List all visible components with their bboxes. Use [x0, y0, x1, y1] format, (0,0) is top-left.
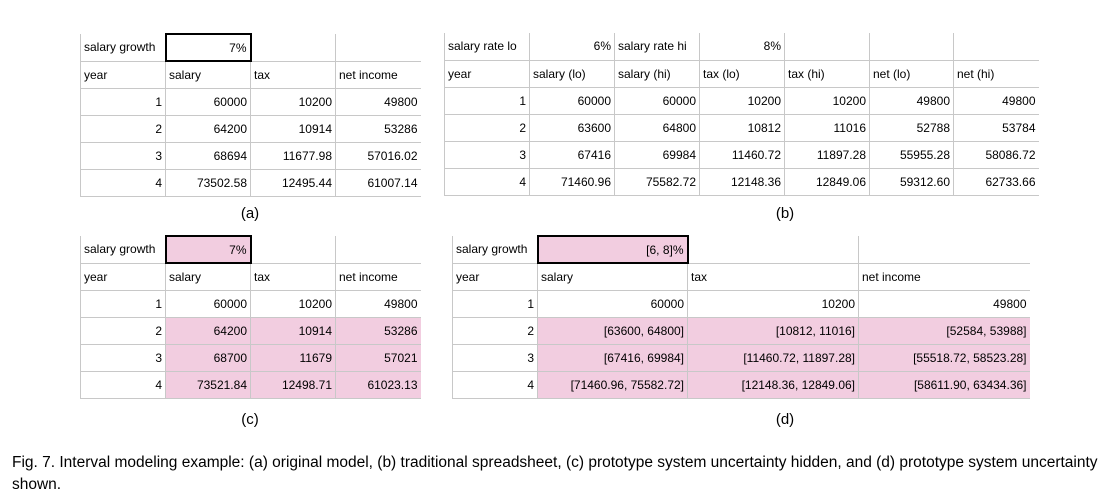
year-cell[interactable]: 2	[81, 115, 166, 142]
header-cell: salary (hi)	[615, 60, 700, 87]
net-income-cell[interactable]: 49800	[336, 290, 421, 317]
tax-lo-cell[interactable]: 11460.72	[700, 141, 785, 168]
table-row	[81, 88, 421, 115]
table-row	[445, 87, 1039, 114]
figure-caption: Fig. 7. Interval modeling example: (a) original model, (b) traditional spreadsheet, (c) prototype system uncertainty hidden, and (d) prototype system uncertainty shown.	[12, 454, 1098, 493]
table-row	[81, 169, 421, 196]
empty-cell[interactable]	[785, 33, 870, 60]
tax-interval-cell[interactable]: [12148.36, 12849.06]	[688, 371, 859, 398]
table-original-model	[80, 33, 421, 197]
tax-cell[interactable]: 10914	[251, 317, 336, 344]
tax-lo-cell[interactable]: 10200	[700, 87, 785, 114]
param-hi-value-cell[interactable]: 8%	[700, 33, 785, 60]
salary-interval-cell[interactable]: [71460.96, 75582.72]	[538, 371, 688, 398]
header-cell: salary	[166, 61, 251, 88]
tax-hi-cell[interactable]: 10200	[785, 87, 870, 114]
table-row	[453, 371, 1030, 398]
header-cell: net income	[336, 61, 421, 88]
param-hi-label: salary rate hi	[615, 33, 700, 60]
net-income-cell[interactable]: 49800	[336, 88, 421, 115]
year-cell[interactable]: 4	[445, 168, 530, 195]
net-lo-cell[interactable]: 52788	[870, 114, 954, 141]
table-row	[445, 141, 1039, 168]
header-cell: net income	[859, 263, 1030, 290]
subfigure-label-b: (b)	[775, 205, 795, 222]
header-row	[81, 61, 421, 88]
tax-cell[interactable]: 10200	[251, 290, 336, 317]
param-label: salary growth	[453, 236, 538, 263]
empty-cell[interactable]	[251, 236, 336, 263]
header-cell: tax	[251, 61, 336, 88]
year-cell[interactable]: 4	[81, 169, 166, 196]
year-cell[interactable]: 2	[81, 317, 166, 344]
param-lo-value-cell[interactable]: 6%	[530, 33, 615, 60]
salary-lo-cell[interactable]: 60000	[530, 87, 615, 114]
net-hi-cell[interactable]: 53784	[954, 114, 1039, 141]
salary-cell[interactable]: 60000	[538, 290, 688, 317]
tax-interval-cell[interactable]: [11460.72, 11897.28]	[688, 344, 859, 371]
tax-hi-cell[interactable]: 12849.06	[785, 168, 870, 195]
year-cell[interactable]: 1	[81, 88, 166, 115]
header-cell: year	[453, 263, 538, 290]
salary-cell[interactable]: 68700	[166, 344, 251, 371]
year-cell[interactable]: 1	[445, 87, 530, 114]
salary-hi-cell[interactable]: 60000	[615, 87, 700, 114]
header-cell: year	[81, 263, 166, 290]
subfigure-label-a: (a)	[240, 205, 260, 222]
param-row	[81, 34, 421, 61]
table-row	[453, 317, 1030, 344]
year-cell[interactable]: 2	[453, 317, 538, 344]
header-cell: year	[445, 60, 530, 87]
year-cell[interactable]: 3	[81, 344, 166, 371]
empty-cell[interactable]	[954, 33, 1039, 60]
header-row	[81, 263, 421, 290]
param-label: salary growth	[81, 34, 166, 61]
year-cell[interactable]: 3	[445, 141, 530, 168]
table-row	[81, 290, 421, 317]
net-income-cell[interactable]: 49800	[859, 290, 1030, 317]
tax-cell[interactable]: 11677.98	[251, 142, 336, 169]
net-hi-cell[interactable]: 49800	[954, 87, 1039, 114]
header-row	[445, 60, 1039, 87]
table-traditional-spreadsheet	[444, 33, 1039, 196]
subfigure-label-c: (c)	[241, 411, 259, 428]
header-cell: tax	[688, 263, 859, 290]
param-label: salary growth	[81, 236, 166, 263]
net-lo-cell[interactable]: 55955.28	[870, 141, 954, 168]
year-cell[interactable]: 3	[453, 344, 538, 371]
net-income-interval-cell[interactable]: [58611.90, 63434.36]	[859, 371, 1030, 398]
year-cell[interactable]: 1	[81, 290, 166, 317]
tax-cell[interactable]: 10200	[688, 290, 859, 317]
header-cell: salary (lo)	[530, 60, 615, 87]
net-income-cell[interactable]: 61023.13	[336, 371, 421, 398]
net-hi-cell[interactable]: 62733.66	[954, 168, 1039, 195]
salary-lo-cell[interactable]: 67416	[530, 141, 615, 168]
param-row	[445, 33, 1039, 60]
salary-lo-cell[interactable]: 63600	[530, 114, 615, 141]
header-cell: net (hi)	[954, 60, 1039, 87]
param-row	[81, 236, 421, 263]
table-row	[453, 344, 1030, 371]
net-hi-cell[interactable]: 58086.72	[954, 141, 1039, 168]
net-lo-cell[interactable]: 59312.60	[870, 168, 954, 195]
salary-hi-cell[interactable]: 69984	[615, 141, 700, 168]
year-cell[interactable]: 4	[453, 371, 538, 398]
header-cell: year	[81, 61, 166, 88]
table-row	[81, 371, 421, 398]
header-cell: salary	[166, 263, 251, 290]
table-row	[81, 142, 421, 169]
header-cell: net (lo)	[870, 60, 954, 87]
table-row	[81, 344, 421, 371]
tax-hi-cell[interactable]: 11016	[785, 114, 870, 141]
table-row	[81, 317, 421, 344]
table-row	[453, 290, 1030, 317]
table-uncertainty-shown	[452, 235, 1030, 399]
tax-lo-cell[interactable]: 10812	[700, 114, 785, 141]
table-row	[81, 115, 421, 142]
tax-hi-cell[interactable]: 11897.28	[785, 141, 870, 168]
salary-cell[interactable]: 64200	[166, 115, 251, 142]
tax-interval-cell[interactable]: [10812, 11016]	[688, 317, 859, 344]
header-cell: tax	[251, 263, 336, 290]
param-value-cell[interactable]: 7%	[166, 236, 251, 263]
tax-lo-cell[interactable]: 12148.36	[700, 168, 785, 195]
subfigure-label-d: (d)	[775, 411, 795, 428]
header-cell: net income	[336, 263, 421, 290]
tax-cell[interactable]: 11679	[251, 344, 336, 371]
salary-hi-cell[interactable]: 64800	[615, 114, 700, 141]
salary-cell[interactable]: 60000	[166, 290, 251, 317]
year-cell[interactable]: 2	[445, 114, 530, 141]
header-cell: tax (hi)	[785, 60, 870, 87]
tax-cell[interactable]: 10200	[251, 88, 336, 115]
header-cell: tax (lo)	[700, 60, 785, 87]
salary-cell[interactable]: 60000	[166, 88, 251, 115]
tax-cell[interactable]: 10914	[251, 115, 336, 142]
salary-cell[interactable]: 73521.84	[166, 371, 251, 398]
net-income-cell[interactable]: 61007.14	[336, 169, 421, 196]
header-cell: salary	[538, 263, 688, 290]
net-income-interval-cell[interactable]: [55518.72, 58523.28]	[859, 344, 1030, 371]
year-cell[interactable]: 3	[81, 142, 166, 169]
table-row	[445, 114, 1039, 141]
salary-interval-cell[interactable]: [63600, 64800]	[538, 317, 688, 344]
empty-cell[interactable]	[251, 34, 336, 61]
salary-cell[interactable]: 73502.58	[166, 169, 251, 196]
param-lo-label: salary rate lo	[445, 33, 530, 60]
header-row	[453, 263, 1030, 290]
tax-cell[interactable]: 12498.71	[251, 371, 336, 398]
year-cell[interactable]: 1	[453, 290, 538, 317]
param-row	[453, 236, 1030, 263]
param-value-cell[interactable]: 7%	[166, 34, 251, 61]
year-cell[interactable]: 4	[81, 371, 166, 398]
table-row	[445, 168, 1039, 195]
param-value-cell[interactable]: [6, 8]%	[538, 236, 688, 263]
salary-cell[interactable]: 64200	[166, 317, 251, 344]
salary-hi-cell[interactable]: 75582.72	[615, 168, 700, 195]
net-income-cell[interactable]: 57016.02	[336, 142, 421, 169]
empty-cell[interactable]	[859, 236, 1030, 263]
salary-cell[interactable]: 68694	[166, 142, 251, 169]
empty-cell[interactable]	[688, 236, 859, 263]
net-income-cell[interactable]: 57021	[336, 344, 421, 371]
salary-lo-cell[interactable]: 71460.96	[530, 168, 615, 195]
net-income-interval-cell[interactable]: [52584, 53988]	[859, 317, 1030, 344]
table-uncertainty-hidden	[80, 235, 421, 399]
empty-cell[interactable]	[870, 33, 954, 60]
net-income-cell[interactable]: 53286	[336, 115, 421, 142]
net-income-cell[interactable]: 53286	[336, 317, 421, 344]
salary-interval-cell[interactable]: [67416, 69984]	[538, 344, 688, 371]
tax-cell[interactable]: 12495.44	[251, 169, 336, 196]
empty-cell[interactable]	[336, 236, 421, 263]
net-lo-cell[interactable]: 49800	[870, 87, 954, 114]
empty-cell[interactable]	[336, 34, 421, 61]
